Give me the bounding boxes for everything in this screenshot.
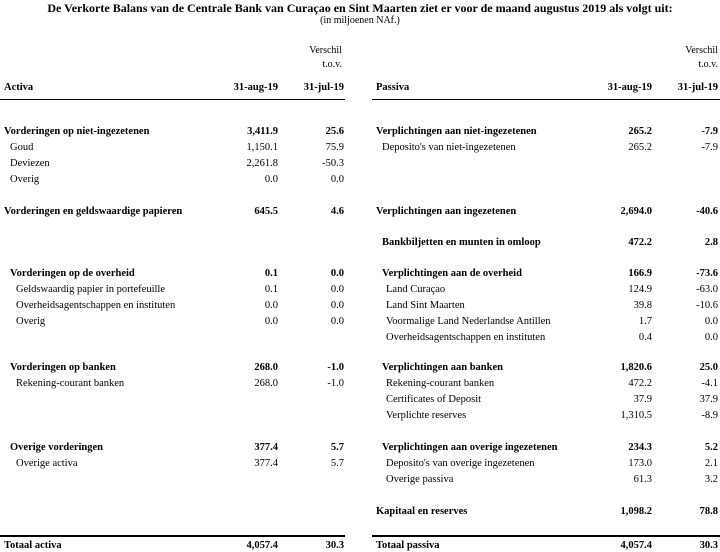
activa-row-value-current: 1,150.1	[246, 142, 278, 153]
passiva-row-value-current: 166.9	[628, 268, 652, 279]
passiva-row-change: 3.2	[704, 474, 718, 485]
passiva-date-current: 31-aug-19	[607, 82, 652, 93]
passiva-row-change: -63.0	[696, 284, 718, 295]
passiva-row-value-current: 173.0	[628, 458, 652, 469]
activa-row-label: Rekening-courant banken	[16, 378, 125, 389]
passiva-header: Passiva	[376, 82, 410, 93]
total-activa-value: 4,057.4	[246, 540, 278, 551]
tov-label: t.o.v.	[322, 59, 342, 70]
activa-row-label: Overige activa	[16, 458, 78, 469]
verschil-label: Verschil	[685, 45, 718, 56]
activa-header: Activa	[4, 82, 34, 93]
activa-row-label: Overig	[10, 174, 40, 185]
activa-row-value-current: 377.4	[254, 442, 278, 453]
total-activa-label: Totaal activa	[4, 540, 62, 551]
activa-row-value-current: 268.0	[254, 378, 278, 389]
activa-row-value-current: 645.5	[254, 206, 278, 217]
passiva-row-label: Overheidsagentschappen en instituten	[386, 332, 546, 343]
activa-row-label: Vorderingen op niet-ingezetenen	[4, 126, 150, 137]
activa-row-change: 0.0	[330, 268, 344, 279]
activa-row-change: 4.6	[330, 206, 344, 217]
activa-row-value-current: 2,261.8	[246, 158, 278, 169]
passiva-row-value-current: 0.4	[638, 332, 652, 343]
activa-date-previous: 31-jul-19	[303, 82, 344, 93]
activa-row-value-current: 0.1	[264, 268, 278, 279]
activa-row-label: Vorderingen en geldswaardige papieren	[4, 206, 183, 217]
activa-row-change: 0.0	[330, 316, 344, 327]
activa-row-change: 0.0	[330, 284, 344, 295]
verschil-header-left	[300, 44, 342, 72]
passiva-row-value-current: 1,098.2	[620, 506, 652, 517]
passiva-row-change: 25.0	[699, 362, 718, 373]
passiva-row-change: 37.9	[699, 394, 718, 405]
total-activa-change: 30.3	[325, 540, 344, 551]
activa-row-value-current: 0.1	[264, 284, 278, 295]
passiva-row-change: -7.9	[701, 142, 718, 153]
passiva-row-change: -4.1	[701, 378, 718, 389]
passiva-row-label: Overige passiva	[386, 474, 454, 485]
passiva-row-change: 0.0	[704, 332, 718, 343]
passiva-row-label: Verplichtingen aan de overheid	[382, 268, 522, 279]
passiva-row-label: Voormalige Land Nederlandse Antillen	[386, 316, 551, 327]
activa-row-label: Overige vorderingen	[10, 442, 104, 453]
passiva-total-rule	[372, 535, 720, 537]
passiva-row-value-current: 472.2	[628, 237, 652, 248]
activa-row-label: Deviezen	[10, 158, 50, 169]
passiva-row-change: -10.6	[696, 300, 718, 311]
passiva-row-label: Verplichte reserves	[386, 410, 467, 421]
passiva-row-change: 2.8	[704, 237, 718, 248]
passiva-row-value-current: 472.2	[628, 378, 652, 389]
passiva-row-value-current: 234.3	[628, 442, 652, 453]
passiva-row-label: Verplichtingen aan banken	[382, 362, 503, 373]
passiva-row-label: Verplichtingen aan niet-ingezetenen	[376, 126, 537, 137]
activa-row-change: 5.7	[330, 442, 344, 453]
passiva-row-value-current: 124.9	[628, 284, 652, 295]
total-passiva-label: Totaal passiva	[376, 540, 440, 551]
passiva-row-label: Verplichtingen aan ingezetenen	[376, 206, 517, 217]
passiva-row-label: Kapitaal en reserves	[376, 506, 468, 517]
passiva-date-previous: 31-jul-19	[677, 82, 718, 93]
passiva-row-label: Land Curaçao	[386, 284, 446, 295]
activa-header-rule	[0, 99, 345, 100]
passiva-row-change: 5.2	[704, 442, 718, 453]
activa-row-value-current: 0.0	[264, 316, 278, 327]
activa-row-label: Goud	[10, 142, 34, 153]
passiva-row-value-current: 1.7	[638, 316, 652, 327]
passiva-row-label: Deposito's van niet-ingezetenen	[382, 142, 516, 153]
passiva-row-value-current: 61.3	[633, 474, 652, 485]
activa-row-label: Geldswaardig papier in portefeuille	[16, 284, 165, 295]
activa-row-change: 5.7	[330, 458, 344, 469]
passiva-row-change: -73.6	[696, 268, 718, 279]
passiva-row-value-current: 39.8	[633, 300, 652, 311]
passiva-row-label: Certificates of Deposit	[386, 394, 482, 405]
verschil-header-right	[676, 44, 718, 72]
activa-row-change: 0.0	[330, 300, 344, 311]
activa-row-change: 75.9	[325, 142, 344, 153]
activa-row-value-current: 377.4	[254, 458, 278, 469]
activa-date-current: 31-aug-19	[233, 82, 278, 93]
page-title: De Verkorte Balans van de Centrale Bank van Curaçao en Sint Maarten ziet er voor de maand augustus 2019 als volgt uit:	[47, 1, 673, 15]
total-passiva-change: 30.3	[699, 540, 718, 551]
activa-total-rule	[0, 535, 345, 537]
passiva-row-value-current: 265.2	[628, 142, 652, 153]
activa-row-value-current: 3,411.9	[247, 126, 278, 137]
activa-row-change: -1.0	[327, 378, 344, 389]
passiva-header-rule	[372, 99, 720, 100]
activa-row-label: Overheidsagentschappen en instituten	[16, 300, 176, 311]
verschil-label: Verschil	[309, 45, 342, 56]
activa-row-value-current: 0.0	[264, 174, 278, 185]
passiva-row-change: -40.6	[696, 206, 718, 217]
passiva-row-value-current: 2,694.0	[620, 206, 652, 217]
passiva-row-change: -8.9	[701, 410, 718, 421]
passiva-row-change: 2.1	[704, 458, 718, 469]
passiva-row-label: Verplichtingen aan overige ingezetenen	[382, 442, 558, 453]
passiva-row-label: Land Sint Maarten	[386, 300, 465, 311]
activa-row-label: Overig	[16, 316, 46, 327]
activa-row-change: 25.6	[325, 126, 344, 137]
passiva-row-label: Rekening-courant banken	[386, 378, 495, 389]
activa-row-change: 0.0	[330, 174, 344, 185]
passiva-row-change: 0.0	[704, 316, 718, 327]
activa-row-label: Vorderingen op banken	[10, 362, 116, 373]
activa-row-change: -1.0	[327, 362, 344, 373]
passiva-row-label: Deposito's van overige ingezetenen	[386, 458, 535, 469]
tov-label: t.o.v.	[698, 59, 718, 70]
passiva-row-value-current: 37.9	[633, 394, 652, 405]
page-subtitle: (in miljoenen NAf.)	[320, 15, 400, 26]
activa-row-label: Vorderingen op de overheid	[10, 268, 135, 279]
passiva-row-value-current: 1,820.6	[620, 362, 652, 373]
passiva-row-label: Bankbiljetten en munten in omloop	[382, 237, 541, 248]
passiva-row-value-current: 1,310.5	[620, 410, 652, 421]
passiva-row-change: -7.9	[701, 126, 718, 137]
passiva-row-value-current: 265.2	[628, 126, 652, 137]
activa-row-value-current: 268.0	[254, 362, 278, 373]
activa-row-value-current: 0.0	[264, 300, 278, 311]
activa-row-change: -50.3	[322, 158, 344, 169]
passiva-row-change: 78.8	[699, 506, 718, 517]
total-passiva-value: 4,057.4	[620, 540, 652, 551]
